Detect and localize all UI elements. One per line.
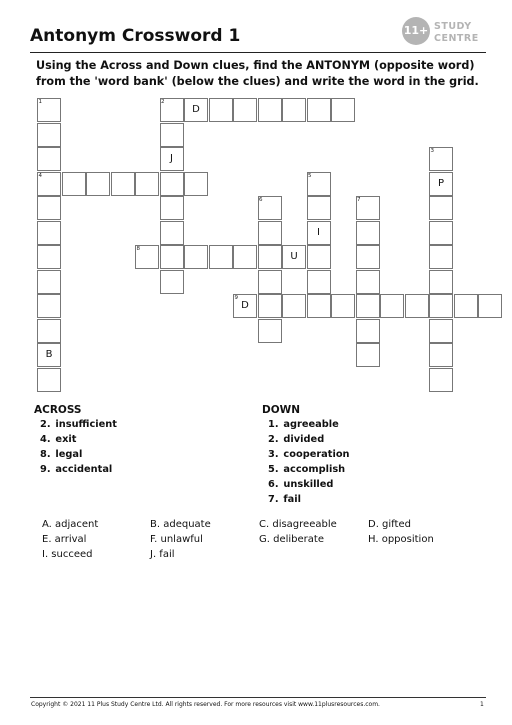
grid-cell[interactable] (356, 319, 380, 343)
grid-cell[interactable] (37, 270, 61, 294)
word-bank-item: I. succeed (42, 549, 93, 560)
grid-cell[interactable] (258, 221, 282, 245)
clue-number: 8 (136, 246, 140, 252)
grid-cell[interactable] (135, 172, 159, 196)
down-clue: 5. accomplish (268, 464, 346, 475)
across-clue: 8. legal (40, 449, 83, 460)
across-clue: 2. insufficient (40, 419, 117, 430)
grid-cell[interactable] (429, 196, 453, 220)
clue-number: 1 (38, 99, 42, 105)
clue-number: 6 (259, 197, 263, 203)
down-clue: 6. unskilled (268, 479, 334, 490)
grid-cell[interactable] (37, 147, 61, 171)
grid-cell[interactable] (160, 172, 184, 196)
grid-cell[interactable] (356, 221, 380, 245)
grid-cell[interactable] (356, 245, 380, 269)
given-letter: P (437, 177, 445, 189)
clue-number: 4 (38, 172, 42, 179)
grid-cell[interactable] (429, 343, 453, 367)
grid-cell[interactable] (331, 294, 355, 318)
grid-cell[interactable] (258, 270, 282, 294)
grid-cell[interactable] (209, 98, 233, 122)
down-clue: 3. cooperation (268, 449, 350, 460)
grid-cell[interactable] (233, 98, 257, 122)
across-clue: 4. exit (40, 434, 77, 445)
grid-cell[interactable] (258, 98, 282, 122)
grid-cell[interactable] (307, 196, 331, 220)
given-letter: U (290, 251, 298, 262)
grid-cell[interactable] (37, 221, 61, 245)
grid-cell[interactable] (429, 294, 453, 318)
grid-cell[interactable] (478, 294, 502, 318)
grid-cell[interactable] (37, 368, 61, 392)
across-clue: 9. accidental (40, 464, 113, 475)
grid-cell[interactable] (258, 245, 282, 269)
logo-text-study: STUDY (434, 21, 472, 32)
grid-cell[interactable] (429, 319, 453, 343)
down-clue: 2. divided (268, 434, 325, 445)
given-letter: B (45, 349, 53, 360)
grid-cell[interactable] (282, 294, 306, 318)
logo-badge: 11+ (402, 17, 430, 45)
clue-number: 5 (308, 172, 312, 179)
logo-text-centre: CENTRE (434, 33, 479, 44)
page-title: Antonym Crossword 1 (30, 26, 241, 46)
grid-cell[interactable] (184, 245, 208, 269)
grid-cell[interactable] (356, 343, 380, 367)
down-clues (268, 419, 350, 509)
grid-cell[interactable] (282, 98, 306, 122)
down-clue: 1. agreeable (268, 419, 339, 430)
grid-cell[interactable] (62, 172, 86, 196)
grid-cell[interactable] (160, 221, 184, 245)
grid-cell[interactable] (111, 172, 135, 196)
grid-cell[interactable] (160, 196, 184, 220)
grid-cell[interactable] (37, 319, 61, 343)
grid-cell[interactable] (429, 221, 453, 245)
word-bank-item: F. unlawful (150, 534, 203, 545)
word-bank-item: H. opposition (368, 534, 434, 545)
grid-cell[interactable] (37, 123, 61, 147)
clue-number: 2 (161, 99, 165, 105)
clue-number: 9 (234, 295, 238, 301)
grid-cell[interactable] (37, 245, 61, 269)
given-letter: D (192, 104, 200, 115)
grid-cell[interactable] (184, 172, 208, 196)
grid-cell[interactable] (356, 270, 380, 294)
grid-cell[interactable] (307, 294, 331, 318)
clue-number: 7 (357, 197, 361, 203)
grid-cell[interactable] (380, 294, 404, 318)
grid-cell[interactable] (429, 245, 453, 269)
grid-cell[interactable] (405, 294, 429, 318)
down-clue: 7. fail (268, 494, 302, 505)
footer-copyright: Copyright © 2021 11 Plus Study Centre Ltd. All rights reserved. For more resources visit www.11plusresources.com. (31, 701, 380, 708)
footer-divider (30, 697, 486, 698)
grid-cell[interactable] (233, 245, 257, 269)
grid-cell[interactable] (160, 245, 184, 269)
grid-cell[interactable] (429, 270, 453, 294)
word-bank-item: G. deliberate (259, 534, 324, 545)
word-bank-item: B. adequate (150, 519, 211, 530)
grid-cell[interactable] (307, 270, 331, 294)
grid-cell[interactable] (258, 319, 282, 343)
across-clues (40, 419, 117, 479)
clue-number: 3 (430, 148, 434, 154)
grid-cell[interactable] (160, 270, 184, 294)
grid-cell[interactable] (454, 294, 478, 318)
grid-cell[interactable] (209, 245, 233, 269)
grid-cell[interactable] (37, 196, 61, 220)
word-bank-item: E. arrival (42, 534, 87, 545)
given-letter: D (241, 300, 249, 311)
word-bank-item: C. disagreeable (259, 519, 337, 530)
across-heading: ACROSS (34, 404, 82, 416)
grid-cell[interactable] (429, 368, 453, 392)
word-bank-item: A. adjacent (42, 519, 99, 530)
given-letter: I (317, 226, 320, 238)
given-letter: J (170, 153, 173, 164)
grid-cell[interactable] (86, 172, 110, 196)
grid-cell[interactable] (160, 123, 184, 147)
grid-cell[interactable] (37, 294, 61, 318)
word-bank-item: J. fail (150, 549, 175, 560)
grid-cell[interactable] (356, 294, 380, 318)
page-number: 1 (480, 701, 484, 708)
word-bank-item: D. gifted (368, 519, 411, 530)
grid-cell[interactable] (307, 245, 331, 269)
down-heading: DOWN (262, 404, 301, 416)
grid-cell[interactable] (258, 294, 282, 318)
grid-cell[interactable] (331, 98, 355, 122)
grid-cell[interactable] (307, 98, 331, 122)
instructions: Using the Across and Down clues, find the ANTONYM (opposite word) from the 'word bank' (below the clues) and write the word in the grid. (36, 59, 479, 88)
